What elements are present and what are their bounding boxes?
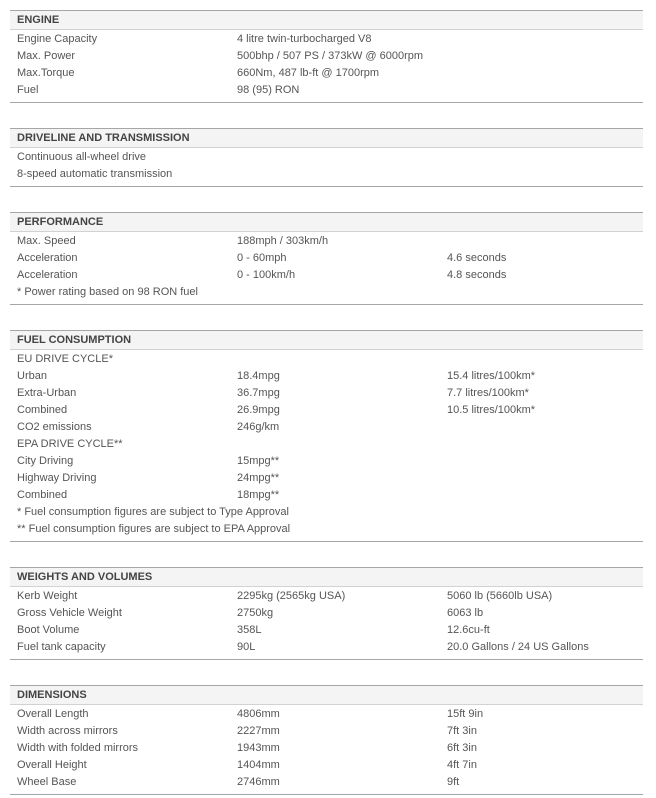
section-driveline	[10, 128, 643, 187]
section-performance	[10, 212, 643, 305]
spec-value-alt: 9ft	[447, 776, 460, 788]
spec-row	[10, 385, 643, 402]
spec-row	[10, 521, 643, 538]
spec-row	[10, 757, 643, 774]
section-rows	[10, 587, 643, 660]
spec-value: 18.4mpg	[237, 370, 280, 382]
spec-label: Extra-Urban	[17, 387, 77, 399]
spec-value: 4806mm	[237, 708, 280, 720]
spec-label: CO2 emissions	[17, 421, 92, 433]
spec-label: Acceleration	[17, 269, 78, 281]
spec-value: 2750kg	[237, 607, 274, 619]
spec-value-alt: 7ft 3in	[447, 725, 477, 737]
spec-row	[10, 166, 643, 183]
spec-row	[10, 436, 643, 453]
spec-value: 90L	[237, 641, 256, 653]
spec-label: Fuel	[17, 84, 39, 96]
spec-value-alt: 4ft 7in	[447, 759, 477, 771]
spec-row	[10, 453, 643, 470]
section-fuel-consumption	[10, 330, 643, 542]
spec-value: 0 - 60mph	[237, 252, 287, 264]
section-heading: DRIVELINE AND TRANSMISSION	[10, 128, 643, 148]
spec-label: Combined	[17, 404, 68, 416]
spec-value-alt: 20.0 Gallons / 24 US Gallons	[447, 641, 589, 653]
spec-value-alt: 6063 lb	[447, 607, 484, 619]
spec-label: Width across mirrors	[17, 725, 118, 737]
spec-value: 500bhp / 507 PS / 373kW @ 6000rpm	[237, 50, 424, 62]
spec-value: 660Nm, 487 lb-ft @ 1700rpm	[237, 67, 380, 79]
spec-value: 1404mm	[237, 759, 280, 771]
spec-row	[10, 267, 643, 284]
spec-row	[10, 470, 643, 487]
spec-label: Gross Vehicle Weight	[17, 607, 122, 619]
spec-value-alt: 5060 lb (5660lb USA)	[447, 590, 553, 602]
spec-value: 246g/km	[237, 421, 280, 433]
spec-value: 2746mm	[237, 776, 280, 788]
spec-label: Continuous all-wheel drive	[17, 151, 147, 163]
spec-value-alt: 4.6 seconds	[447, 252, 507, 264]
spec-label: Width with folded mirrors	[17, 742, 139, 754]
spec-row	[10, 48, 643, 65]
spec-label: Urban	[17, 370, 47, 382]
spec-label: Max. Power	[17, 50, 76, 62]
spec-row	[10, 487, 643, 504]
spec-row	[10, 639, 643, 656]
spec-row	[10, 284, 643, 301]
spec-value: 24mpg**	[237, 472, 280, 484]
spec-row	[10, 233, 643, 250]
spec-row	[10, 402, 643, 419]
section-dimensions	[10, 685, 643, 795]
spec-value: 36.7mpg	[237, 387, 280, 399]
section-rows	[10, 30, 643, 103]
spec-value: 15mpg**	[237, 455, 280, 467]
spec-label: Max. Speed	[17, 235, 76, 247]
spec-row	[10, 250, 643, 267]
section-heading: WEIGHTS AND VOLUMES	[10, 567, 643, 587]
spec-label: Engine Capacity	[17, 33, 98, 45]
spec-row	[10, 706, 643, 723]
spec-label: Wheel Base	[17, 776, 77, 788]
spec-label: 8-speed automatic transmission	[17, 168, 173, 180]
spec-value: 98 (95) RON	[237, 84, 300, 96]
spec-label: Highway Driving	[17, 472, 97, 484]
spec-row	[10, 351, 643, 368]
spec-value: 358L	[237, 624, 262, 636]
spec-value: 4 litre twin-turbocharged V8	[237, 33, 372, 45]
spec-label: Max.Torque	[17, 67, 75, 79]
spec-value-alt: 12.6cu-ft	[447, 624, 490, 636]
section-rows	[10, 350, 643, 542]
section-engine	[10, 10, 643, 103]
spec-row	[10, 419, 643, 436]
spec-label: Fuel tank capacity	[17, 641, 106, 653]
section-heading: ENGINE	[10, 10, 643, 30]
spec-label: Boot Volume	[17, 624, 80, 636]
spec-value-alt: 10.5 litres/100km*	[447, 404, 536, 416]
section-rows	[10, 705, 643, 795]
spec-row	[10, 605, 643, 622]
spec-value: 1943mm	[237, 742, 280, 754]
spec-value: 188mph / 303km/h	[237, 235, 329, 247]
spec-value: 26.9mpg	[237, 404, 280, 416]
spec-label: Overall Height	[17, 759, 87, 771]
spec-value-alt: 7.7 litres/100km*	[447, 387, 529, 399]
spec-label: Combined	[17, 489, 68, 501]
spec-label: * Power rating based on 98 RON fuel	[17, 286, 198, 298]
spec-row	[10, 149, 643, 166]
spec-row	[10, 65, 643, 82]
spec-row	[10, 774, 643, 791]
spec-label: ** Fuel consumption figures are subject to EPA Approval	[17, 523, 291, 535]
spec-label: Overall Length	[17, 708, 89, 720]
section-rows	[10, 148, 643, 187]
spec-value-alt: 15ft 9in	[447, 708, 484, 720]
spec-value: 2295kg (2565kg USA)	[237, 590, 346, 602]
section-weights-volumes	[10, 567, 643, 660]
section-heading: PERFORMANCE	[10, 212, 643, 232]
spec-row	[10, 82, 643, 99]
spec-label: * Fuel consumption figures are subject to Type Approval	[17, 506, 289, 518]
spec-value-alt: 15.4 litres/100km*	[447, 370, 536, 382]
section-heading: FUEL CONSUMPTION	[10, 330, 643, 350]
spec-row	[10, 723, 643, 740]
spec-label: Kerb Weight	[17, 590, 78, 602]
section-heading: DIMENSIONS	[10, 685, 643, 705]
spec-row	[10, 504, 643, 521]
spec-value-alt: 6ft 3in	[447, 742, 477, 754]
spec-value: 0 - 100km/h	[237, 269, 296, 281]
spec-row	[10, 588, 643, 605]
spec-row	[10, 31, 643, 48]
spec-row	[10, 622, 643, 639]
spec-value: 18mpg**	[237, 489, 280, 501]
spec-row	[10, 740, 643, 757]
spec-row	[10, 368, 643, 385]
spec-value: 2227mm	[237, 725, 280, 737]
spec-label: EU DRIVE CYCLE*	[17, 353, 113, 365]
spec-label: EPA DRIVE CYCLE**	[17, 438, 123, 450]
section-rows	[10, 232, 643, 305]
spec-value-alt: 4.8 seconds	[447, 269, 507, 281]
spec-label: City Driving	[17, 455, 74, 467]
spec-label: Acceleration	[17, 252, 78, 264]
